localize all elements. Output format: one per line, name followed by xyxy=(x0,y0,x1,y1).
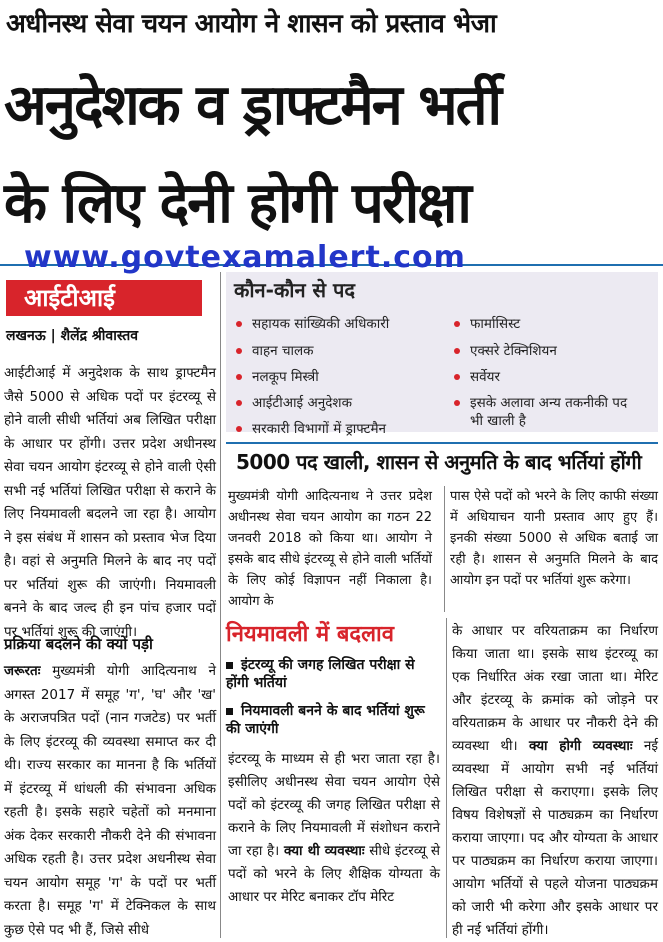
col1-subhead: प्रक्रिया बदलने की क्यों पड़ी xyxy=(4,635,153,653)
article-col2-b xyxy=(228,748,440,909)
post-item: सर्वेयर xyxy=(454,367,500,385)
post-item: नलकूप मिस्त्री xyxy=(236,367,319,385)
niyam-bullet: इंटरव्यू की जगह लिखित परीक्षा से होंगी भर्तियां xyxy=(226,657,415,691)
niyam-box xyxy=(226,650,442,736)
post-item: एक्सरे टेक्निशियन xyxy=(454,341,557,359)
post-item: इसके अलावा अन्य तकनीकी पद xyxy=(454,393,627,411)
section-tag: आईटीआई xyxy=(6,280,202,316)
byline: लखनऊ | शैलेंद्र श्रीवास्तव xyxy=(6,328,139,344)
lead-text: क्या थी व्यवस्थाः xyxy=(283,843,365,859)
niyam-title: नियमावली में बदलाव xyxy=(226,622,394,647)
article-col3-b xyxy=(452,620,658,942)
post-item: आईटीआई अनुदेशक xyxy=(236,393,352,411)
column-divider xyxy=(446,618,447,938)
headline-line2: के लिए देनी होगी परीक्षा xyxy=(4,171,470,236)
niyam-bullet: नियमावली बनने के बाद भर्तियां शुरू की जाएंगी xyxy=(226,703,425,737)
col1-para2: मुख्यमंत्री योगी आदित्यनाथ ने अगस्त 2017 में समूह 'ग', 'घ' और 'ख' के अराजपत्रित पदों (नान गजटेड) पर भर्ती के लिए इंटरव्यू की व्यवस्था समाप्त कर दी थी। राज्य सरकार का मानना है कि भर्तियों में इंटरव्यू में धांधली की संभावना अधिक रहती है। इसके सहारे चहेतों को मनमाना अंक देकर सरकारी नौकरी देने की संभावना अधिक रहती है। उत्तर प्रदेश अधनीस्थ सेवा चयन आयोग समूह 'ग' के पदों पर भर्ती करता है। समूह 'ग' में टेक्निकल के साथ कुछ ऐसे पद भी हैं, जिसे सीधे xyxy=(4,663,216,938)
col2b-para1: इंटरव्यू के माध्यम से ही भरा जाता रहा है। इसीलिए अधीनस्थ सेवा चयन आयोग ऐसे पदों को इंटरव्यू की जगह लिखित परीक्षा से कराने के लिए नियमावली में संशोधन कराने जा रहा है। xyxy=(228,751,440,859)
lead-text: क्या होगी व्यवस्थाः xyxy=(528,738,633,754)
lead-text: जरूरतः xyxy=(4,663,41,679)
article-col1: आईटीआई में अनुदेशक के साथ ड्राफ्टमैन जैसे 5000 से अधिक पदों पर इंटरव्यू से होने वाली सीधी भर्तियां अब लिखित परीक्षा के आधार पर होंगी। उत्तर प्रदेश अधीनस्थ सेवा चयन आयोग इंटरव्यू से होने वाली ऐसी सभी नई भर्तियां लिखित परीक्षा से कराने के लिए नियमावली बदलने जा रहा है। आयोग ने इस संबंध में शासन को प्रस्ताव भेज दिया है। वहां से अनुमति मिलने के बाद नए पदों पर भर्तियां शुरू की जाएंगी। नियमावली बनने के बाद जल्द ही इन पांच हजार पदों पर भर्तियां शुरू की जाएंगी। xyxy=(4,365,216,640)
kicker: अधीनस्थ सेवा चयन आयोग ने शासन को प्रस्ताव भेजा xyxy=(6,9,497,39)
article-col1-b xyxy=(4,660,216,942)
watermark-url: www.govtexamalert.com xyxy=(24,240,466,275)
column-divider xyxy=(444,486,445,612)
headline-line1: अनुदेशक व ड्राफ्टमैन भर्ती xyxy=(4,73,501,138)
posts-title: कौन-कौन से पद xyxy=(234,278,356,302)
col3b-para1: के आधार पर वरियताक्रम का निर्धारण किया जाता था। इसके साथ इंटरव्यू का एक निर्धारित अंक रखा जाता था। मेरिट और इंटरव्यू के क्रमांक को जोड़ने पर वरियताक्रम के आधार पर नौकरी देने की व्यवस्था थी। xyxy=(452,623,658,754)
post-item: सरकारी विभागों में ड्राफ्टमैन xyxy=(236,419,386,437)
post-item: फार्मासिस्ट xyxy=(454,314,520,332)
col2b-para2: सीधे इंटरव्यू से पदों को भरने के लिए शैक्षिक योग्यता के आधार पर मेरिट बनाकर टॉप मेरिट xyxy=(228,843,441,905)
post-item-cont: भी खाली है xyxy=(470,413,526,429)
subheadline: 5000 पद खाली, शासन से अनुमति के बाद भर्तियां होंगी xyxy=(236,450,642,474)
col3b-para2: नई व्यवस्था में आयोग सभी नई भर्तियां लिखित परीक्षा से कराएगा। इसके लिए विषय विशेषज्ञों से पाठ्यक्रम का निर्धारण कराया जाएगा। पद और योग्यता के आधार पर पाठ्यक्रम का निर्धारण कराया जाएगा। आयोग भर्तियों से पहले योजना पाठ्यक्रम को जारी भी करेगा और इसके आधार पर ही नई भर्तियां होंगी। xyxy=(452,738,659,938)
post-item: सहायक सांख्यिकी अधिकारी xyxy=(236,314,389,332)
article-col3: पास ऐसे पदों को भरने के लिए काफी संख्या में अधियाचन यानी प्रस्ताव आए हुए हैं। इनकी संख्या 5000 से अधिक बताई जा रही है। शासन से अनुमति मिलने के बाद आयोग इन पदों पर भर्तियां शुरू करेगा। xyxy=(450,489,658,588)
article-col2: मुख्यमंत्री योगी आदित्यनाथ ने उत्तर प्रदेश अधीनस्थ सेवा चयन आयोग का गठन 22 जनवरी 2018 को किया था। आयोग ने इसके बाद सीधे इंटरव्यू से होने वाली भर्तियों के लिए कोई विज्ञापन नहीं निकाला है। आयोग के xyxy=(228,489,432,609)
post-item: वाहन चालक xyxy=(236,341,314,359)
column-divider xyxy=(220,272,221,938)
